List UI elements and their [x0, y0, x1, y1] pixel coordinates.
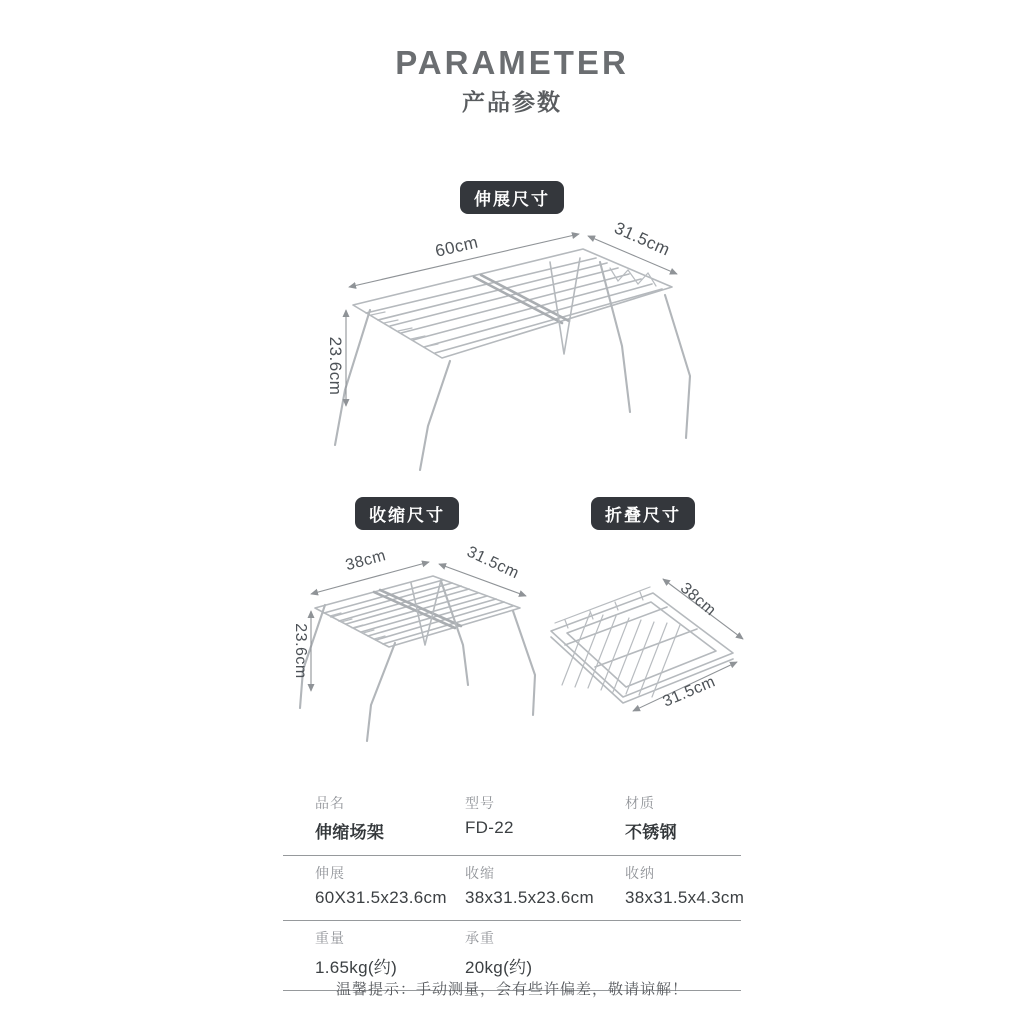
extended-width-label: 31.5cm: [611, 218, 673, 260]
footer-note: 温馨提示：手动测量，会有些许偏差，敬请谅解！: [335, 981, 688, 998]
contracted-height-label: 23.6cm: [292, 623, 309, 679]
spec-value: 1.65kg(约): [315, 958, 398, 977]
page-title: PARAMETER: [395, 44, 629, 81]
spec-cell-extended: [315, 863, 465, 908]
spec-value: 60X31.5x23.6cm: [315, 888, 447, 907]
extended-tabletop-wireframe: [353, 249, 672, 358]
spec-label: 重量: [315, 930, 345, 946]
spec-label: 品名: [315, 795, 345, 811]
spec-label: 承重: [465, 930, 495, 946]
spec-value: 不锈钢: [625, 823, 677, 842]
contracted-dimension-lines: [311, 562, 526, 691]
spec-label: 伸展: [315, 865, 345, 881]
spec-cell-model: [465, 793, 625, 843]
contracted-width-label: 31.5cm: [464, 543, 522, 583]
extended-length-label: 60cm: [433, 232, 481, 261]
spec-row-dimensions: [283, 856, 745, 921]
folded-width-label: 31.5cm: [660, 673, 719, 711]
spec-cell-weight: [315, 928, 465, 978]
spec-value: 38x31.5x4.3cm: [625, 888, 745, 907]
extended-height-label: 23.6cm: [326, 336, 345, 396]
badge-folded-size: 折叠尺寸: [591, 497, 695, 530]
spec-value: 20kg(约): [465, 958, 533, 977]
extended-table-legs: [335, 258, 690, 470]
spec-label: 型号: [465, 795, 495, 811]
badge-contracted-size: 收缩尺寸: [355, 497, 459, 530]
contracted-table-drawing: [283, 545, 543, 750]
spec-value: 38x31.5x23.6cm: [465, 888, 594, 907]
spec-cell-contracted: [465, 863, 625, 908]
spec-label: 材质: [625, 795, 655, 811]
folded-table-drawing: [535, 545, 765, 730]
contracted-length-label: 38cm: [343, 547, 388, 575]
page-subtitle: 产品参数: [462, 89, 562, 115]
folded-length-label: 38cm: [676, 579, 720, 620]
spec-cell-storage: [625, 863, 744, 908]
spec-cell-load-capacity: [465, 928, 625, 978]
spec-label: 收缩: [465, 865, 495, 881]
spec-cell-material: [625, 793, 741, 843]
extended-table-drawing: [300, 218, 730, 476]
spec-cell-empty: [625, 928, 741, 978]
spec-row-identity: [283, 786, 741, 856]
spec-value: FD-22: [465, 818, 514, 837]
badge-extended-size: 伸展尺寸: [460, 181, 564, 214]
spec-table: [283, 786, 745, 991]
spec-cell-product-name: [315, 793, 465, 843]
spec-label: 收纳: [625, 865, 655, 881]
spec-value: 伸缩场架: [315, 823, 385, 842]
